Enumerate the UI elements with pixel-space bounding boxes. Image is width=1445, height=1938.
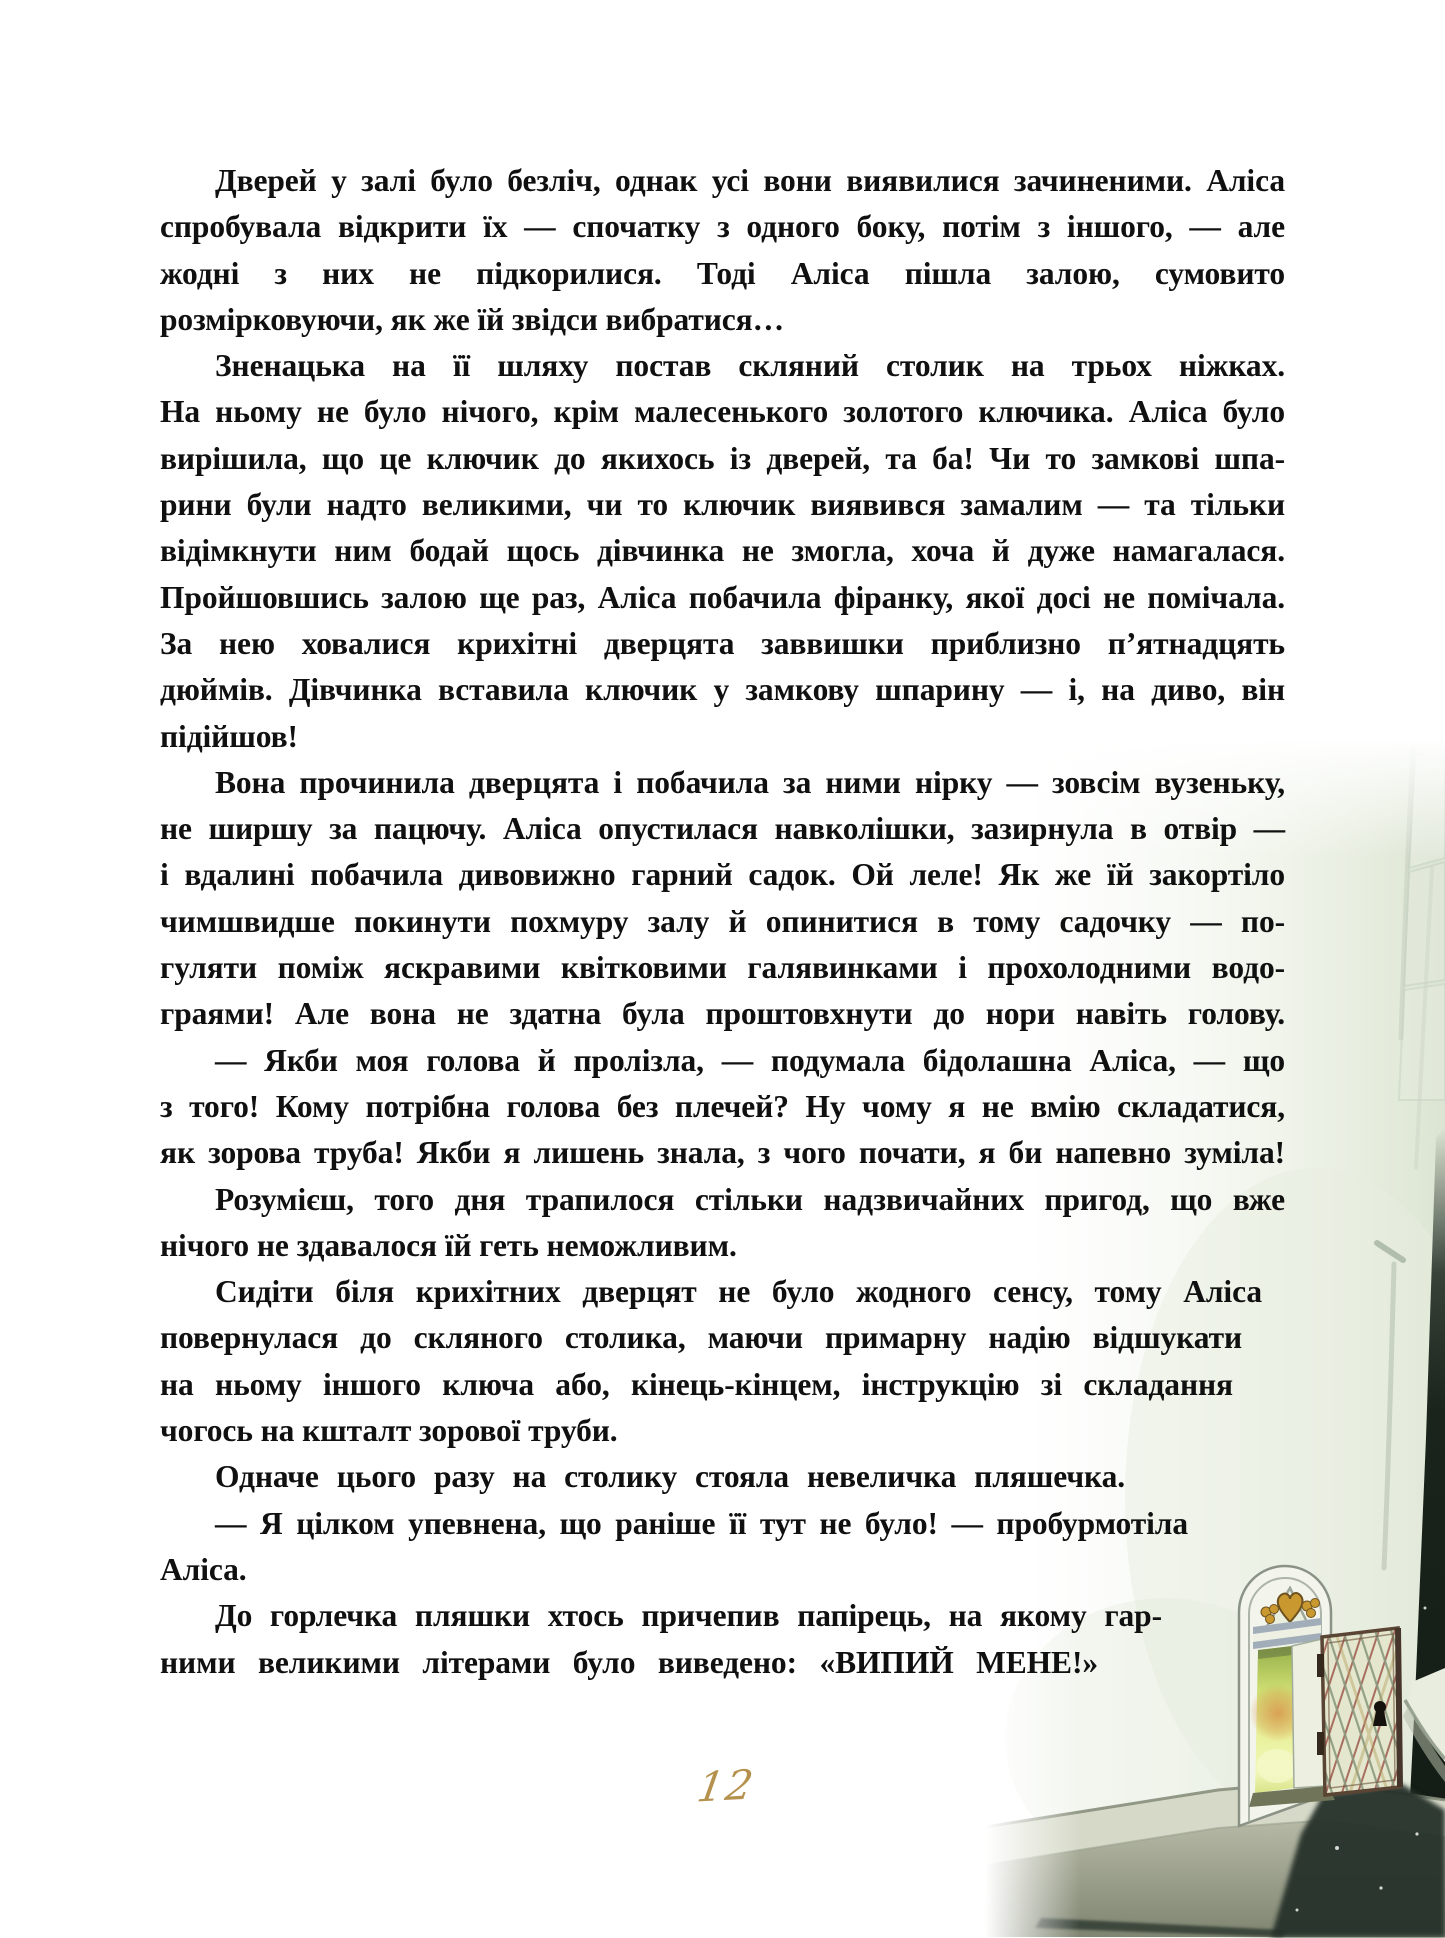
text-line: — Якби моя голова й пролізла, — подумала бідолашна Аліса, — що: [215, 1042, 1285, 1078]
text-block: [160, 158, 1285, 1686]
text-line: До горлечка пляшки хтось причепив папірець, на якому гар-: [215, 1598, 1162, 1634]
text-line: дюймів. Дівчинка вставила ключик у замкову шпарину — і, на диво, він: [160, 672, 1285, 708]
text-line: спробувала відкрити їх — спочатку з одного боку, потім з іншого, — але: [160, 209, 1285, 245]
text-line: Вона прочинила дверцята і побачила за ними нірку — зовсім вузеньку,: [215, 764, 1285, 800]
text-line: чогось на кшталт зорової труби.: [160, 1413, 618, 1449]
text-line: жодні з них не підкорилися. Тоді Аліса пішла залою, сумовито: [160, 255, 1285, 291]
text-line: не ширшу за пацючу. Аліса опустилася навколішки, зазирнула в отвір —: [160, 811, 1285, 847]
text-line: нічого не здавалося їй геть неможливим.: [160, 1227, 737, 1263]
text-line: Дверей у залі було безліч, однак усі вони виявилися зачиненими. Аліса: [215, 163, 1285, 198]
text-line: рини були надто великими, чи то ключик виявився замалим — та тільки: [160, 487, 1285, 523]
text-line: гуляти поміж яскравими квітковими галявинками і прохолодними водо-: [160, 950, 1285, 986]
text-line: відімкнути ним бодай щось дівчинка не змогла, хоча й дуже намагалася.: [160, 533, 1285, 569]
text-line: і вдалині побачила дивовижно гарний садок. Ой леле! Як же їй закортіло: [160, 857, 1285, 893]
page-number: 12: [693, 1760, 759, 1812]
text-line: підійшов!: [160, 718, 298, 754]
text-line: вирішила, що це ключик до якихось із дверей, та ба! Чи то замкові шпа-: [160, 440, 1285, 476]
text-line: За нею ховалися крихітні дверцята заввишки приблизно п’ятнадцять: [160, 625, 1285, 661]
text-line: Одначе цього разу на столику стояла невеличка пляшечка.: [215, 1459, 1125, 1495]
text-line: як зорова труба! Якби я лишень знала, з чого почати, я би напевно зуміла!: [160, 1135, 1285, 1171]
text-line: Розумієш, того дня трапилося стільки надзвичайних пригод, що вже: [215, 1181, 1285, 1217]
text-line: На ньому не було нічого, крім малесенького золотого ключика. Аліса було: [160, 394, 1285, 430]
text-line: Сидіти біля крихітних дверцят не було жодного сенсу, тому Аліса: [215, 1274, 1262, 1310]
text-line: граями! Але вона не здатна була проштовхнути до нори навіть голову.: [160, 996, 1285, 1032]
text-line: Пройшовшись залою ще раз, Аліса побачила фіранку, якої досі не помічала.: [160, 579, 1285, 615]
text-line: розмірковуючи, як же їй звідси вибратися…: [160, 301, 785, 337]
text-line: з того! Кому потрібна голова без плечей? Ну чому я не вмію складатися,: [160, 1088, 1285, 1124]
text-line: Зненацька на її шляху постав скляний столик на трьох ніжках.: [215, 348, 1285, 384]
text-line: ними великими літерами було виведено: «ВИПИЙ МЕНЕ!»: [160, 1644, 1098, 1680]
text-line: на ньому іншого ключа або, кінець-кінцем, інструкцію зі складання: [160, 1366, 1233, 1402]
text-line: чимшвидше покинути похмуру залу й опинитися в тому садочку — по-: [160, 903, 1285, 939]
text-line: — Я цілком упевнена, що раніше її тут не було! — пробурмотіла: [215, 1505, 1188, 1541]
text-line: повернулася до скляного столика, маючи примарну надію відшукати: [160, 1320, 1242, 1356]
text-line: Аліса.: [160, 1551, 247, 1587]
